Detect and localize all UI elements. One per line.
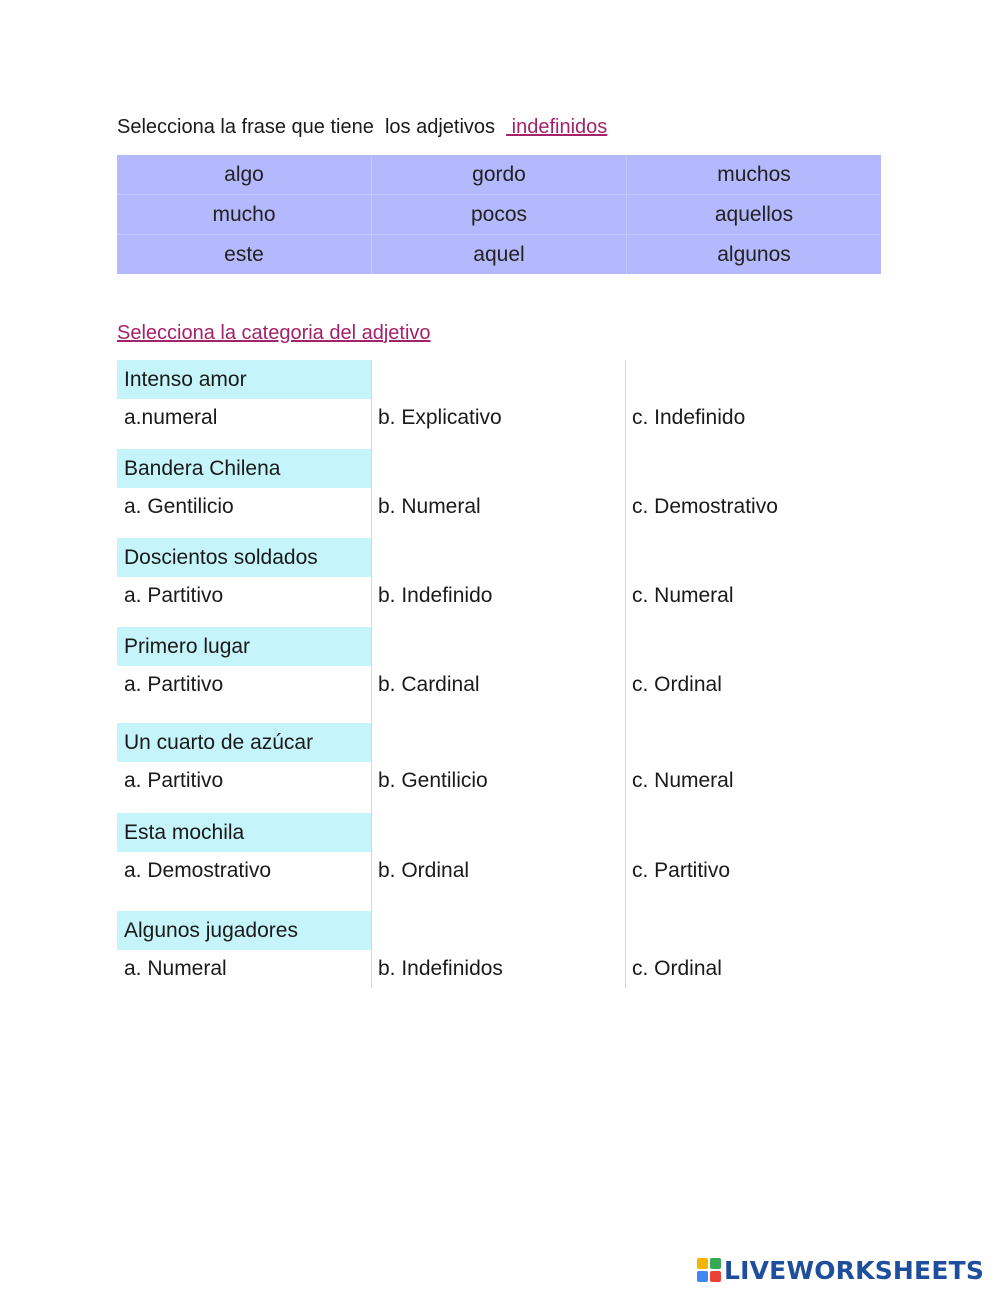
item-options [117,399,881,437]
option-b[interactable]: b. Ordinal [378,859,470,882]
grid-cell[interactable]: gordo [372,155,627,195]
option-a[interactable]: a.numeral [124,406,218,429]
option-c[interactable]: c. Partitivo [632,859,731,882]
item-options [117,577,881,615]
grid-cell[interactable]: algunos [627,235,882,275]
grid-row [117,195,881,235]
option-b[interactable]: b. Explicativo [378,406,502,429]
grid-cell[interactable]: aquellos [627,195,882,235]
item-options [117,488,881,526]
question-2-title: Selecciona la categoria del adjetivo [117,322,431,344]
grid-row [117,155,881,195]
option-b[interactable]: b. Gentilicio [378,769,488,792]
option-c[interactable]: c. Numeral [632,769,734,792]
item-prompt: Un cuarto de azúcar [117,723,371,762]
liveworksheets-logo-icon [697,1258,721,1282]
question-item [117,449,881,526]
option-a[interactable]: a. Demostrativo [124,859,272,882]
item-prompt: Primero lugar [117,627,371,666]
option-a[interactable]: a. Partitivo [124,769,224,792]
liveworksheets-logo [697,1255,984,1285]
item-options [117,762,881,800]
question-item [117,813,881,890]
option-a[interactable]: a. Numeral [124,957,227,980]
item-prompt: Esta mochila [117,813,371,852]
question-1-title [117,116,607,139]
grid-row [117,235,881,275]
grid-cell[interactable]: mucho [117,195,372,235]
grid-cell[interactable]: algo [224,162,264,186]
question-item [117,723,881,800]
grid-cell[interactable]: muchos [627,155,882,195]
logo-text: LIVEWORKSHEETS [724,1255,985,1285]
option-b[interactable]: b. Indefinidos [378,957,503,980]
question-item [117,360,881,437]
option-a[interactable]: a. Partitivo [124,584,224,607]
grid-cell[interactable]: aquel [372,235,627,275]
grid-cell[interactable]: pocos [372,195,627,235]
option-a[interactable]: a. Partitivo [124,673,224,696]
item-options [117,666,881,704]
adjective-choice-grid [117,155,881,274]
item-prompt: Bandera Chilena [117,449,371,488]
item-options [117,950,881,988]
option-c[interactable]: c. Ordinal [632,673,722,696]
question-1-highlight: indefinidos [506,116,608,138]
option-a[interactable]: a. Gentilicio [124,495,234,518]
question-item [117,538,881,615]
option-c[interactable]: c. Indefinido [632,406,746,429]
question-item [117,911,881,988]
option-c[interactable]: c. Demostrativo [632,495,778,518]
question-item [117,627,881,704]
option-b[interactable]: b. Indefinido [378,584,493,607]
question-1-prefix: Selecciona la frase que tiene los adjetivos [117,116,507,138]
option-c[interactable]: c. Ordinal [632,957,722,980]
item-prompt: Algunos jugadores [117,911,371,950]
option-c[interactable]: c. Numeral [632,584,734,607]
item-options [117,852,881,890]
item-prompt: Intenso amor [117,360,371,399]
option-b[interactable]: b. Cardinal [378,673,480,696]
option-b[interactable]: b. Numeral [378,495,481,518]
grid-cell[interactable]: este [117,235,372,275]
item-prompt: Doscientos soldados [117,538,371,577]
